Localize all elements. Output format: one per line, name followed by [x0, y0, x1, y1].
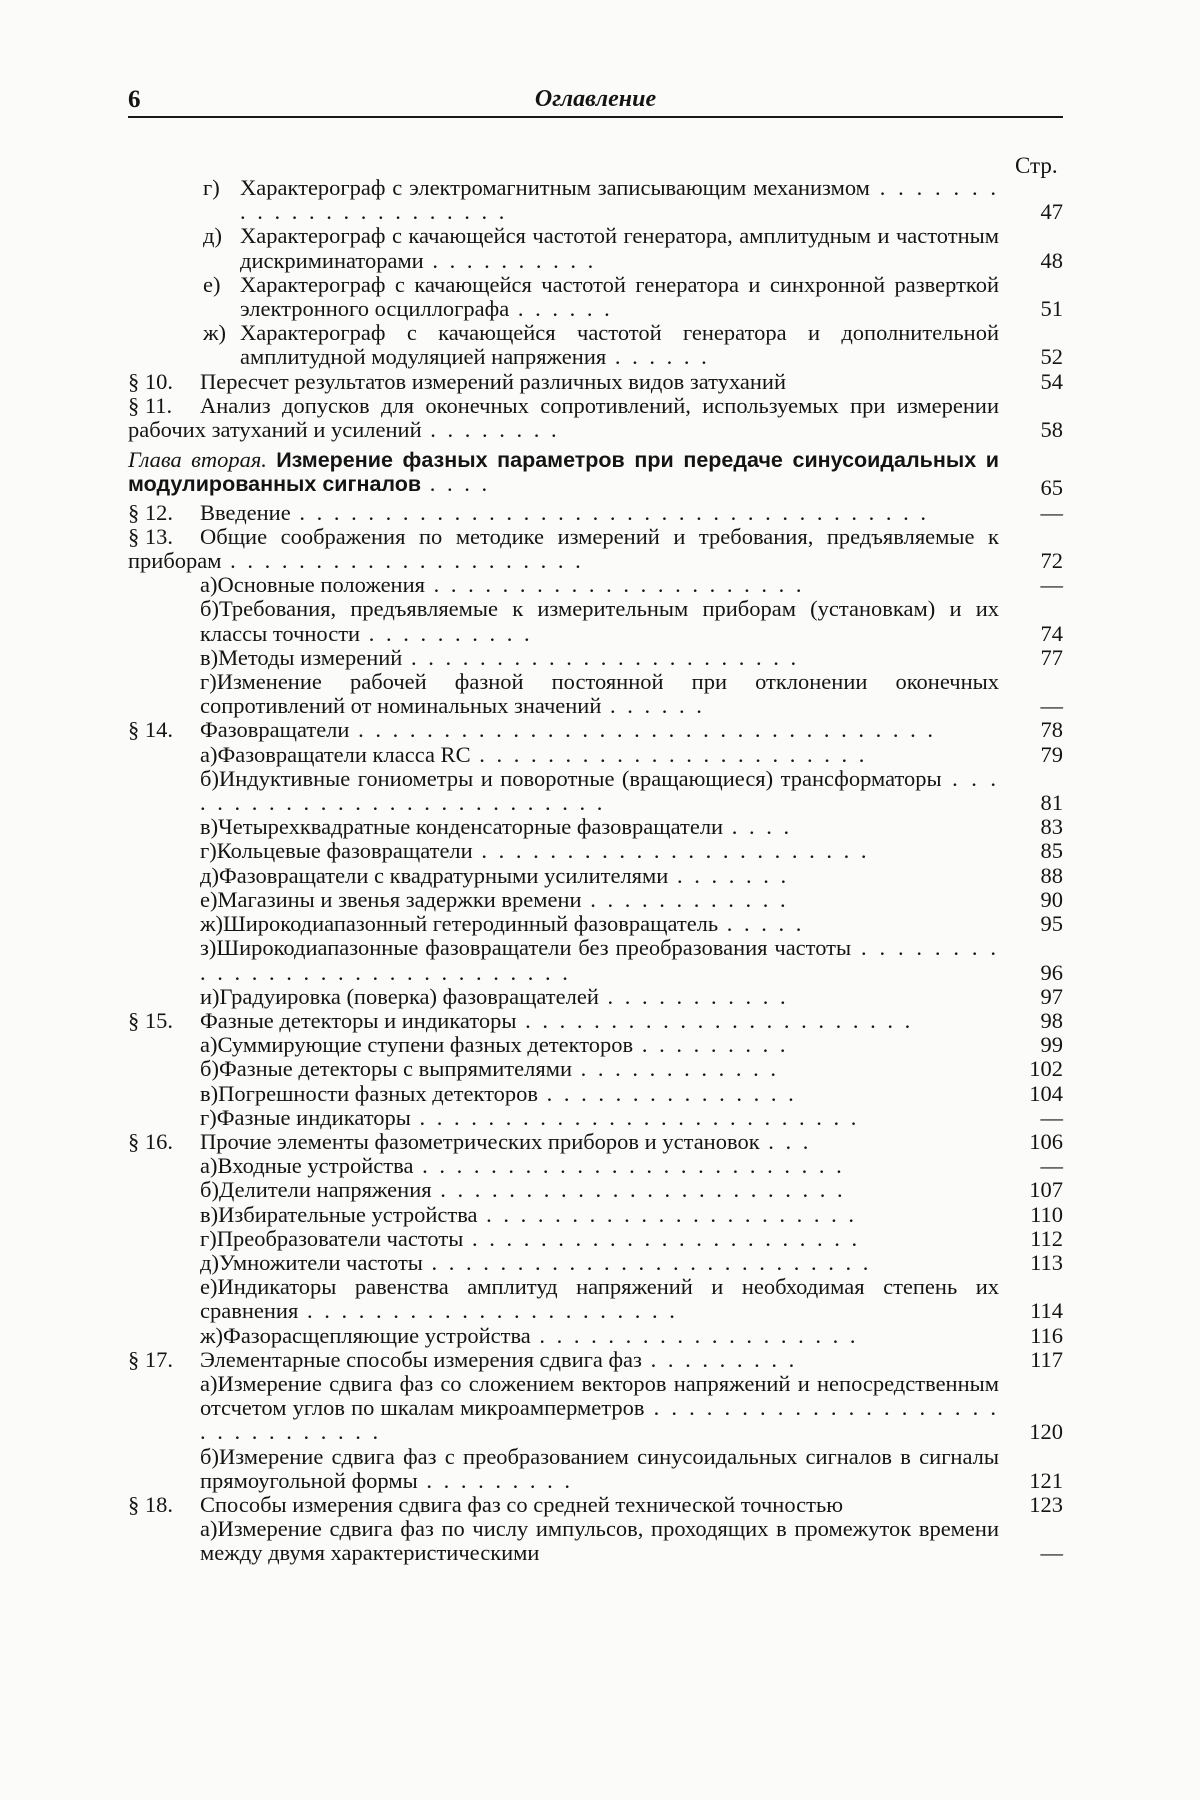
dot-leader: . . . . . . . . . . . . . . . . . . . . . . .	[516, 1007, 914, 1033]
dot-leader: . . . . . . . . . . . . . . . . . . . . . . . . . . . . . .	[200, 935, 999, 985]
entry-marker: е)	[203, 271, 221, 297]
entry-page-number: 74	[1040, 620, 1063, 646]
dot-leader: . . . . . . . . . . .	[598, 983, 789, 1009]
entry-page-number: 97	[1040, 983, 1063, 1009]
entry-title: Способы измерения сдвига фаз со средней технической точностью	[200, 1491, 844, 1517]
dot-leader: . . . . . . . . .	[633, 1032, 789, 1058]
page-column-label: Стр.	[1015, 153, 1058, 178]
entry-page-number: 116	[1030, 1322, 1063, 1348]
entry-marker: з)	[200, 935, 217, 961]
entry-title: Погрешности фазных детекторов	[218, 1080, 539, 1106]
entry-page-number: 54	[1040, 368, 1063, 394]
entry-title: Фазные детекторы и индикаторы	[200, 1007, 517, 1033]
entry-marker: г)	[200, 838, 217, 864]
dot-leader: . . . . . . . . . . . .	[581, 886, 789, 912]
entry-title: Общие соображения по методике измерений и требования, предъявляемые к приборам	[128, 523, 999, 574]
toc-entry	[128, 1517, 1063, 1565]
toc-entry	[128, 224, 1063, 272]
dot-leader: . . . . . . . . . .	[360, 620, 533, 646]
page-number: 6	[128, 86, 141, 113]
entry-page-number: 104	[1029, 1080, 1063, 1106]
entry-title: Характерограф с электромагнитным записывающим механизмом	[240, 175, 870, 200]
running-title: Оглавление	[534, 86, 657, 112]
entry-marker: а)	[200, 1032, 218, 1058]
entry-page-number: 99	[1040, 1032, 1063, 1058]
entry-page-number: 58	[1040, 417, 1063, 443]
entry-marker: г)	[200, 1104, 217, 1130]
entry-title: Характерограф с качающейся частотой генератора, амплитудным и частотным дискриминаторами	[240, 223, 999, 273]
entry-title: Измерение сдвига фаз по числу импульсов, проходящих в промежуток времени между двумя характеристическими	[200, 1516, 999, 1566]
entry-page-number: 112	[1030, 1225, 1063, 1251]
toc-entry	[128, 864, 1063, 888]
chapter-title: Измерение фазных параметров при передаче синусоидальных и модулированных сигналов	[128, 448, 999, 497]
toc-entry	[128, 718, 1063, 742]
entry-title: Фазовращатели класса RC	[217, 741, 471, 767]
entry-marker: ж)	[200, 1322, 224, 1348]
entry-page-number: —	[1040, 1104, 1063, 1130]
dot-leader: . . . . . . . . . . . . . . . . . . . . . . .	[240, 175, 1000, 225]
entry-marker: д)	[200, 862, 219, 888]
toc-entry	[128, 1445, 1063, 1493]
entry-page-number: 102	[1029, 1056, 1063, 1082]
dot-leader: . . . . . . . . .	[417, 1467, 573, 1493]
entry-title: Методы измерений	[218, 644, 403, 670]
entry-title: Измерение сдвига фаз со сложением векторов напряжений и непосредственным отсчетом углов по шкалам микроамперметров	[200, 1370, 999, 1421]
entry-page-number: 110	[1030, 1201, 1063, 1227]
entry-marker: а)	[200, 1153, 218, 1179]
entry-marker: § 10.	[128, 368, 173, 394]
dot-leader: . . . . . . . . . . . . . . . . . . . . . . . . . . . . . . . . . .	[349, 717, 936, 743]
entry-title: Входные устройства	[217, 1153, 414, 1179]
entry-page-number: 113	[1030, 1249, 1063, 1275]
entry-title: Четырехквадратные конденсаторные фазовращатели	[218, 814, 724, 840]
entry-marker: в)	[200, 1201, 219, 1227]
dot-leader: . . . . . . . . . . . . . . . . . . . . . . .	[463, 1225, 861, 1251]
entry-page-number: 88	[1040, 862, 1063, 888]
entry-marker: ж)	[200, 911, 224, 937]
entry-page-number: 47	[1040, 199, 1063, 225]
entry-marker: § 12.	[128, 499, 173, 525]
toc-entry	[128, 912, 1063, 936]
entry-page-number: 106	[1029, 1128, 1063, 1154]
toc-entry	[128, 1033, 1063, 1057]
entry-page-number: 52	[1040, 344, 1063, 370]
dot-leader: . . . . . . . . . . . . . . . . . . . . . .	[424, 572, 805, 598]
dot-leader: . . . . . . . . .	[641, 1346, 798, 1372]
toc-chapter-heading	[128, 442, 1063, 500]
dot-leader: . . . . . . . . . . . . . . . . . . . . . . . . . . .	[200, 765, 999, 816]
toc-entry	[128, 273, 1063, 321]
entry-marker: е)	[200, 886, 218, 912]
entry-marker: в)	[200, 814, 219, 840]
toc-entry	[128, 1324, 1063, 1348]
entry-page-number: 123	[1029, 1491, 1063, 1517]
toc-entry	[128, 176, 1063, 224]
running-header	[128, 86, 1063, 118]
entry-marker: в)	[200, 644, 219, 670]
chapter-label: Глава вторая.	[128, 447, 267, 473]
toc-entry	[128, 525, 1063, 573]
dot-leader: . . . . . . . . . . . . . . . . . . . . . . . .	[431, 1177, 846, 1203]
toc-entry	[128, 936, 1063, 984]
entry-title: Элементарные способы измерения сдвига фаз	[200, 1346, 642, 1372]
dot-leader: . . . . .	[718, 911, 805, 937]
entry-title: Широкодиапазонный гетеродинный фазовращатель	[223, 911, 719, 937]
table-of-contents	[128, 176, 1063, 1566]
entry-marker: г)	[200, 1225, 217, 1251]
dot-leader: . . . . . . . . . . . . . . . . . . . . .	[221, 548, 584, 574]
entry-page-number: 83	[1040, 814, 1063, 840]
entry-marker: § 16.	[128, 1128, 173, 1154]
entry-title: Фазовращатели с квадратурными усилителями	[218, 862, 669, 888]
toc-entry	[128, 321, 1063, 369]
entry-marker: б)	[200, 1177, 219, 1203]
entry-title: Избирательные устройства	[218, 1201, 478, 1227]
toc-entry	[128, 1130, 1063, 1154]
toc-entry	[128, 394, 1063, 442]
entry-title: Фазные индикаторы	[216, 1104, 411, 1130]
dot-leader: . . . . . . . . . . . . . . . . . . . . . . . . . .	[422, 1249, 872, 1275]
toc-entry	[128, 1203, 1063, 1227]
entry-marker: а)	[200, 1516, 218, 1542]
entry-page-number: 90	[1040, 886, 1063, 912]
entry-marker: д)	[200, 1249, 219, 1275]
entry-page-number: —	[1040, 499, 1063, 525]
dot-leader: . . . . . . . . . . . . . . . . . . . . . .	[477, 1201, 858, 1227]
toc-entry	[128, 1372, 1063, 1445]
entry-marker: е)	[200, 1274, 218, 1300]
dot-leader: . . . .	[723, 814, 793, 840]
entry-title: Градуировка (поверка) фазовращателей	[219, 983, 599, 1009]
entry-title: Измерение сдвига фаз с преобразованием синусоидальных сигналов в сигналы прямоугольной формы	[200, 1443, 999, 1493]
entry-marker: г)	[200, 669, 217, 695]
entry-title: Делители напряжения	[218, 1177, 432, 1203]
toc-entry	[128, 1251, 1063, 1275]
dot-leader: . . . . . .	[606, 344, 710, 370]
toc-entry	[128, 597, 1063, 645]
entry-page-number: —	[1040, 1153, 1063, 1179]
entry-marker: б)	[200, 1443, 219, 1469]
entry-marker: § 11.	[128, 392, 173, 418]
entry-marker: § 15.	[128, 1007, 173, 1033]
toc-entry	[128, 888, 1063, 912]
entry-title: Преобразователи частоты	[216, 1225, 464, 1251]
entry-marker: а)	[200, 1370, 218, 1396]
dot-leader: . . . . . . . . . . . . . . . . . . . . . . . . . . . . . . .	[200, 1395, 1000, 1445]
entry-page-number: 95	[1040, 911, 1063, 937]
entry-marker: б)	[200, 1056, 219, 1082]
entry-title: Широкодиапазонные фазовращатели без преобразования частоты	[216, 935, 852, 961]
dot-leader: . . . . . . . . . . . . . . . . . . . . . . .	[472, 838, 870, 864]
entry-title: Кольцевые фазовращатели	[216, 838, 473, 864]
entry-marker: § 13.	[128, 523, 173, 549]
entry-marker: ж)	[203, 320, 227, 346]
dot-leader: . . . . . . .	[668, 862, 790, 888]
dot-leader: . . . . . .	[601, 693, 705, 719]
entry-marker: в)	[200, 1080, 219, 1106]
toc-entry	[128, 1106, 1063, 1130]
entry-title: Изменение рабочей фазной постоянной при отклонении оконечных сопротивлений от номинальных значений	[200, 669, 999, 719]
entry-marker: § 14.	[128, 717, 173, 743]
toc-entry	[128, 1082, 1063, 1106]
toc-entry	[128, 646, 1063, 670]
dot-leader: . . . . . . . . . . . .	[572, 1056, 779, 1082]
toc-entry	[128, 1493, 1063, 1517]
entry-marker: б)	[200, 596, 219, 622]
dot-leader: . . .	[759, 1128, 812, 1154]
entry-page-number: 117	[1030, 1346, 1063, 1372]
toc-entry	[128, 370, 1063, 394]
toc-entry	[128, 1154, 1063, 1178]
entry-title: Характерограф с качающейся частотой генератора и дополнительной амплитудной модуляцией напряжения	[240, 320, 999, 370]
dot-leader: . . . . . . . . . . . . . . . . . . . . . .	[298, 1298, 678, 1324]
entry-title: Требования, предъявляемые к измерительным приборам (установкам) и их классы точности	[200, 596, 999, 646]
dot-leader: . . . . . . . . . . . . . . . . . . . . . . .	[402, 644, 800, 670]
entry-title: Индикаторы равенства амплитуд напряжений и необходимая степень их сравнения	[200, 1274, 999, 1324]
entry-marker: д)	[203, 223, 222, 249]
toc-entry	[128, 1009, 1063, 1033]
entry-page-number: 48	[1040, 247, 1063, 273]
dot-leader: . . . .	[421, 471, 491, 497]
dot-leader: . . . . . .	[509, 296, 613, 322]
entry-marker: § 17.	[128, 1346, 173, 1372]
dot-leader: . . . . . . . . . . . . . . . . . . . . . . . . .	[413, 1153, 845, 1179]
dot-leader: . . . . . . . . . . . . . . . . . . . . . . . . . . . . . . . . . . . . .	[290, 499, 929, 525]
entry-page-number: —	[1040, 693, 1063, 719]
entry-page-number: 77	[1040, 644, 1063, 670]
entry-marker: б)	[200, 765, 219, 791]
toc-entry	[128, 767, 1063, 815]
toc-entry	[128, 985, 1063, 1009]
toc-entry	[128, 1178, 1063, 1202]
entry-title: Суммирующие ступени фазных детекторов	[217, 1032, 634, 1058]
dot-leader: . . . . . . . . . . . . . . . . . . .	[530, 1322, 859, 1348]
entry-title: Пересчет результатов измерений различных видов затуханий	[200, 368, 787, 394]
toc-entry	[128, 1348, 1063, 1372]
entry-page-number: 81	[1040, 790, 1063, 816]
entry-page-number: —	[1040, 572, 1063, 598]
entry-page-number: 78	[1040, 717, 1063, 743]
entry-marker: а)	[200, 741, 218, 767]
entry-page-number: 85	[1040, 838, 1063, 864]
toc-entry	[128, 670, 1063, 718]
toc-entry	[128, 1275, 1063, 1323]
entry-page-number: 96	[1040, 959, 1063, 985]
entry-title: Характерограф с качающейся частотой генератора и синхронной разверткой электронного осциллографа	[240, 271, 999, 322]
entry-title: Фазорасщепляющие устройства	[223, 1322, 531, 1348]
entry-title: Умножители частоты	[218, 1249, 423, 1275]
entry-page-number: 114	[1030, 1298, 1063, 1324]
toc-entry	[128, 573, 1063, 597]
entry-title: Введение	[200, 499, 291, 525]
entry-title: Анализ допусков для оконечных сопротивлений, используемых при измерении рабочих затуханий и усилений	[128, 392, 999, 443]
toc-entry	[128, 815, 1063, 839]
entry-title: Фазовращатели	[200, 717, 350, 743]
toc-entry	[128, 1057, 1063, 1081]
entry-page-number: 107	[1029, 1177, 1063, 1203]
entry-page-number: 72	[1040, 548, 1063, 574]
dot-leader: . . . . . . . .	[421, 417, 560, 443]
entry-page-number: 65	[1040, 475, 1063, 501]
entry-title: Индуктивные гониометры и поворотные (вращающиеся) трансформаторы	[218, 765, 942, 791]
entry-page-number: 51	[1040, 296, 1063, 322]
toc-entry	[128, 501, 1063, 525]
toc-entry	[128, 1227, 1063, 1251]
entry-title: Фазные детекторы с выпрямителями	[218, 1056, 572, 1082]
entry-page-number: 120	[1029, 1419, 1063, 1445]
entry-title: Прочие элементы фазометрических приборов и установок	[200, 1128, 760, 1154]
dot-leader: . . . . . . . . . .	[423, 247, 597, 273]
dot-leader: . . . . . . . . . . . . . . .	[538, 1080, 797, 1106]
toc-entry	[128, 839, 1063, 863]
entry-page-number: —	[1040, 1540, 1063, 1566]
entry-page-number: 79	[1040, 741, 1063, 767]
entry-page-number: 121	[1029, 1467, 1063, 1493]
entry-title: Магазины и звенья задержки времени	[217, 886, 582, 912]
toc-entry	[128, 743, 1063, 767]
entry-marker: и)	[200, 983, 220, 1009]
entry-marker: г)	[203, 175, 220, 200]
dot-leader: . . . . . . . . . . . . . . . . . . . . . . . . . .	[410, 1104, 860, 1130]
dot-leader: . . . . . . . . . . . . . . . . . . . . . . .	[470, 741, 868, 767]
entry-marker: а)	[200, 572, 218, 598]
entry-marker: § 18.	[128, 1491, 173, 1517]
entry-page-number: 98	[1040, 1007, 1063, 1033]
entry-title: Основные положения	[217, 572, 425, 598]
